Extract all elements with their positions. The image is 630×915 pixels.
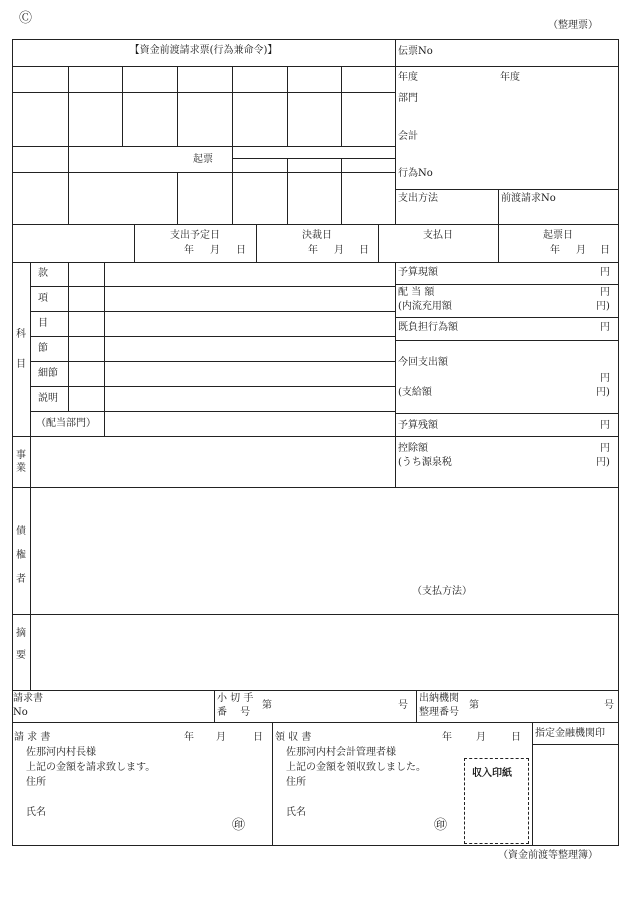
kifutan-label: 既負担行為額 xyxy=(398,322,458,333)
receipt-nen: 年 xyxy=(442,732,452,743)
naibu-juyo-label: (内流充用額 xyxy=(398,301,452,312)
gensen-label: (うち源泉税 xyxy=(398,457,452,468)
receipt-address-label: 住所 xyxy=(286,777,306,788)
jigyo-label: 事 業 xyxy=(16,450,26,474)
haito-gaku-label: 配 当 額 xyxy=(398,287,435,298)
haito-gaku-yen: 円 xyxy=(600,287,610,298)
haito-bumon-label: （配当部門） xyxy=(36,418,96,429)
yosan-gengaku-label: 予算現額 xyxy=(398,267,438,278)
tekiyo-label: 摘 要 xyxy=(16,628,26,661)
request-name-label: 氏名 xyxy=(26,807,46,818)
kihyobi-label: 起票日 xyxy=(543,230,573,241)
kamoku-side-label: 科 目 xyxy=(16,329,26,370)
receipt-title: 領 収 書 xyxy=(275,732,312,743)
kessai-label: 決裁日 xyxy=(302,230,332,241)
kessai-nen: 年 xyxy=(308,245,318,256)
sort-label: （整理票） xyxy=(548,20,598,31)
request-seal-icon: ㊞ xyxy=(232,818,246,833)
kamoku-row-setsu: 節 xyxy=(38,343,48,354)
request-title: 請 求 書 xyxy=(14,732,51,743)
yotei-nen: 年 xyxy=(184,245,194,256)
bumon-label: 部門 xyxy=(398,93,418,104)
kessai-tsuki: 月 xyxy=(334,245,344,256)
zangaku-label: 予算残額 xyxy=(398,420,438,431)
receipt-tsuki: 月 xyxy=(476,732,486,743)
kamoku-row-kan: 款 xyxy=(38,268,48,279)
kogitte-label-2: 番 号 xyxy=(217,707,251,718)
naibu-juyo-yen: 円) xyxy=(596,301,610,312)
shiharai-houhou-label: 支出方法 xyxy=(398,193,438,204)
kihyobi-tsuki: 月 xyxy=(576,245,586,256)
request-tsuki: 月 xyxy=(216,732,226,743)
nendo-label-2: 年度 xyxy=(500,72,520,83)
kihyobi-hi: 日 xyxy=(600,245,610,256)
kojo-yen: 円 xyxy=(600,443,610,454)
request-nen: 年 xyxy=(184,732,194,743)
yotei-label: 支出予定日 xyxy=(170,230,220,241)
maewatashi-no-label: 前渡請求No xyxy=(501,193,556,204)
shutou-go: 号 xyxy=(604,700,614,711)
shiharai-method-paren: （支払方法） xyxy=(412,586,472,597)
gensen-yen: 円) xyxy=(596,457,610,468)
kaikei-label: 会計 xyxy=(398,131,418,142)
request-hi: 日 xyxy=(253,732,263,743)
seikyusho-no-label-1: 請求書 xyxy=(13,693,43,704)
yotei-hi: 日 xyxy=(236,245,246,256)
receipt-name-label: 氏名 xyxy=(286,807,306,818)
yosan-gengaku-yen: 円 xyxy=(600,267,610,278)
kamoku-row-saisetsu: 細節 xyxy=(38,368,58,379)
receipt-body: 上記の金額を領収致しました。 xyxy=(286,762,426,773)
receipt-addressee: 佐那河内村会計管理者様 xyxy=(286,747,396,758)
receipt-hi: 日 xyxy=(511,732,521,743)
kihyobi-nen: 年 xyxy=(550,245,560,256)
footer-label: （資金前渡等整理簿） xyxy=(498,850,598,861)
receipt-seal-icon: ㊞ xyxy=(434,818,448,833)
kogitte-go: 号 xyxy=(398,700,408,711)
shutou-label-1: 出納機関 xyxy=(419,693,459,704)
shutou-label-2: 整理番号 xyxy=(419,707,459,718)
shikyu-yen: 円) xyxy=(596,387,610,398)
kamoku-row-moku: 目 xyxy=(38,318,48,329)
kogitte-label-1: 小 切 手 xyxy=(217,693,254,704)
yotei-tsuki: 月 xyxy=(210,245,220,256)
kogitte-dai: 第 xyxy=(262,700,272,711)
request-addressee: 佐那河内村長様 xyxy=(26,747,96,758)
konkai-label: 今回支出額 xyxy=(398,357,448,368)
bank-seal-label: 指定金融機関印 xyxy=(535,728,605,739)
stamp-label: 収入印紙 xyxy=(472,768,512,779)
shiharai-label: 支払日 xyxy=(423,230,453,241)
corner-mark-icon: Ⓒ xyxy=(19,11,33,26)
denpyo-no-label: 伝票No xyxy=(398,46,433,57)
shutou-dai: 第 xyxy=(469,700,479,711)
form-title: 【資金前渡請求票(行為兼命令)】 xyxy=(129,45,278,56)
nendo-label-1: 年度 xyxy=(398,72,418,83)
kifutan-yen: 円 xyxy=(600,322,610,333)
request-address-label: 住所 xyxy=(26,777,46,788)
zangaku-yen: 円 xyxy=(600,420,610,431)
kessai-hi: 日 xyxy=(359,245,369,256)
kojo-label: 控除額 xyxy=(398,443,428,454)
request-body: 上記の金額を請求致します。 xyxy=(26,762,156,773)
shikyu-label: (支給額 xyxy=(398,387,432,398)
saikensha-label: 債 権 者 xyxy=(16,526,26,585)
koui-no-label: 行為No xyxy=(398,168,433,179)
kihyo-label: 起票 xyxy=(193,154,213,165)
kamoku-row-kou: 項 xyxy=(38,293,48,304)
seikyusho-no-label-2: No xyxy=(13,707,28,718)
kamoku-row-setsumei: 説明 xyxy=(38,393,58,404)
konkai-yen: 円 xyxy=(600,373,610,384)
